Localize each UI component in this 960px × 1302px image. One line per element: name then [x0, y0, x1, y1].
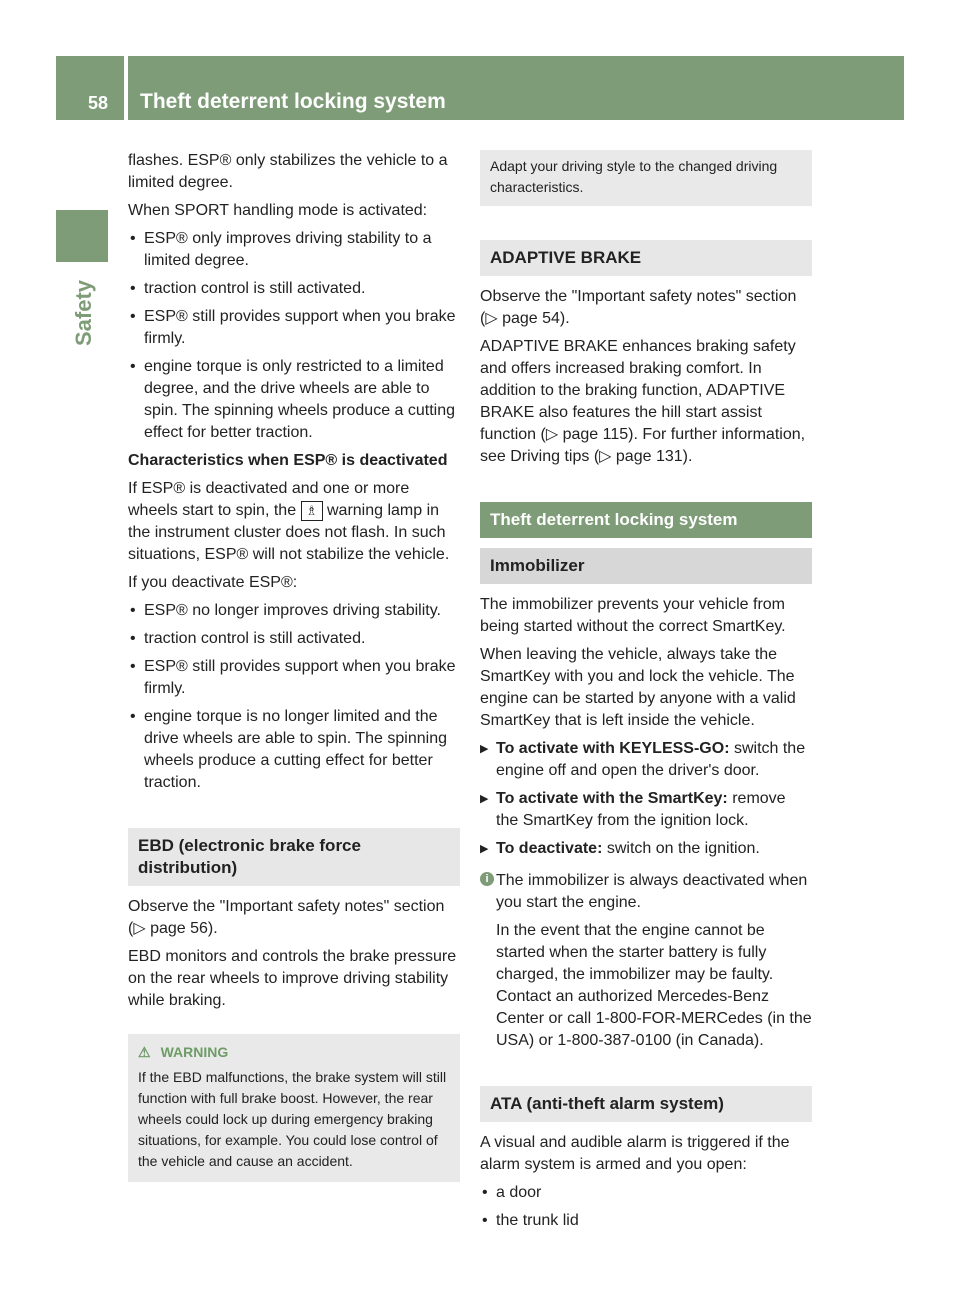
immobilizer-paragraph-1: The immobilizer prevents your vehicle from being started without the correct SmartKey. — [480, 596, 786, 635]
deactivated-text-b: warning lamp in the instrument cluster does not flash. In such situations, ESP® will not stabilize the vehicle. — [128, 502, 450, 563]
action-text: switch the engine off and open the driver's door. — [496, 740, 806, 779]
list-item: • the trunk lid — [480, 1210, 812, 1232]
warning-box — [128, 1034, 460, 1182]
page-number-block — [56, 56, 124, 120]
action-step — [480, 738, 812, 782]
page-header — [128, 56, 904, 120]
page-title: Theft deterrent locking system — [140, 90, 446, 113]
ebd-paragraph-1: Observe the "Important safety notes" section (▷ page 56). — [128, 898, 445, 937]
warning-triangle-icon: ⚠ — [138, 1044, 151, 1060]
immobilizer-heading: Immobilizer — [480, 548, 812, 584]
action-text: switch on the ignition. — [602, 840, 760, 857]
immobilizer-paragraph-2: When leaving the vehicle, always take the SmartKey with you and lock the vehicle. The engine can be started by anyone with a valid SmartKey that is left inside the vehicle. — [480, 646, 796, 729]
ata-paragraph: A visual and audible alarm is triggered if the alarm system is armed and you open: — [480, 1134, 790, 1173]
adaptive-brake-paragraph-2: ADAPTIVE BRAKE enhances braking safety and offers increased braking comfort. In addition to the braking function, ADAPTIVE BRAKE also features the hill start assist function (▷ page 115). For further information, see Driving tips (▷ page 131). — [480, 338, 806, 465]
theft-deterrent-heading: Theft deterrent locking system — [480, 502, 812, 538]
right-column — [480, 150, 812, 1238]
list-item: • engine torque is only restricted to a limited degree, and the drive wheels are able to spin. The spinning wheels produce a cutting effect for better traction. — [128, 356, 460, 444]
info-paragraph-2: In the event that the engine cannot be started when the starter battery is fully charged, the immobilizer may be faulty. Contact an authorized Mercedes-Benz Center or call 1-800-FOR-MERCedes (in the USA) or 1-800-387-0100 (in Canada). — [496, 922, 812, 1049]
adaptive-brake-paragraph-1: Observe the "Important safety notes" section (▷ page 54). — [480, 288, 797, 327]
action-label: To activate with KEYLESS-GO: — [496, 740, 730, 757]
deactivated-text-a: If ESP® is deactivated and one or more wheels start to spin, the — [128, 480, 410, 519]
ata-heading: ATA (anti-theft alarm system) — [480, 1086, 812, 1122]
sport-intro: When SPORT handling mode is activated: — [128, 202, 428, 219]
ebd-paragraph-2: EBD monitors and controls the brake pressure on the rear wheels to improve driving stability while braking. — [128, 948, 457, 1009]
action-step — [480, 788, 812, 832]
adaptive-brake-heading: ADAPTIVE BRAKE — [480, 240, 812, 276]
action-label: To deactivate: — [496, 840, 603, 857]
side-tab-marker — [56, 210, 108, 262]
side-tab-label: Safety — [71, 279, 96, 347]
action-step — [480, 838, 812, 860]
list-item: • ESP® no longer improves driving stability. — [128, 600, 460, 622]
list-item: • traction control is still activated. — [128, 278, 460, 300]
warning-text: If the EBD malfunctions, the brake system will still function with full brake boost. However, the rear wheels could lock up during emergency braking situations, for example. You could lose control of the vehicle and cause an accident. — [138, 1069, 447, 1169]
note-box: Adapt your driving style to the changed driving characteristics. — [480, 150, 812, 206]
list-item: • engine torque is no longer limited and the drive wheels are able to spin. The spinning wheels produce a cutting effect for better traction. — [128, 706, 460, 794]
info-note — [480, 870, 812, 1052]
warning-title-row — [138, 1042, 450, 1063]
list-item: • ESP® only improves driving stability to a limited degree. — [128, 228, 460, 272]
list-item: • ESP® still provides support when you brake firmly. — [128, 306, 460, 350]
ebd-heading: EBD (electronic brake force distribution) — [128, 828, 460, 886]
list-item: • ESP® still provides support when you brake firmly. — [128, 656, 460, 700]
left-column — [128, 150, 460, 1182]
deactivated-paragraph — [128, 478, 460, 566]
list-item: • a door — [480, 1182, 812, 1204]
warning-title: WARNING — [160, 1044, 229, 1060]
info-paragraph-1: The immobilizer is always deactivated when you start the engine. — [496, 872, 808, 911]
page-number: 58 — [88, 93, 109, 113]
intro-paragraph: flashes. ESP® only stabilizes the vehicle to a limited degree. — [128, 152, 448, 191]
action-text: remove the SmartKey from the ignition lock. — [496, 790, 786, 829]
info-icon: i — [480, 872, 494, 886]
deactivated-heading: Characteristics when ESP® is deactivated — [128, 452, 448, 469]
esp-warning-lamp-icon: ♗ — [301, 501, 323, 521]
deactivate-intro: If you deactivate ESP®: — [128, 574, 298, 591]
list-item: • traction control is still activated. — [128, 628, 460, 650]
action-label: To activate with the SmartKey: — [496, 790, 728, 807]
